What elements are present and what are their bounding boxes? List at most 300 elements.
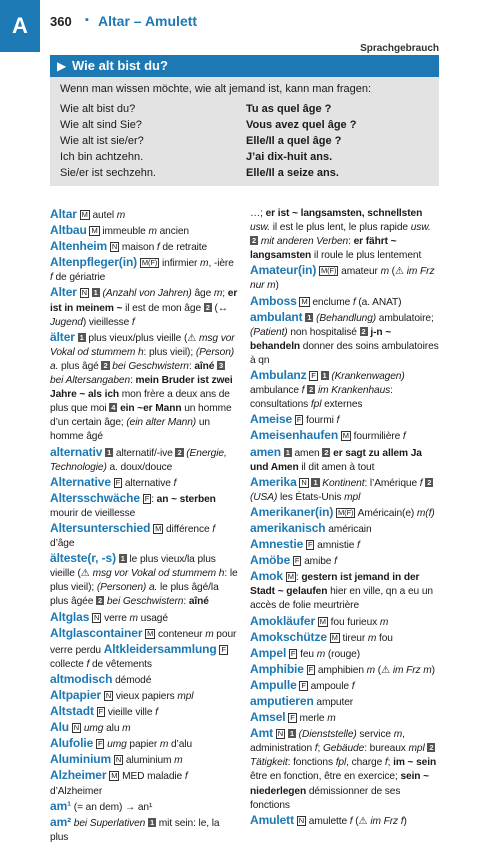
gender-marker: M(F) bbox=[141, 258, 158, 268]
running-head: Altar – Amulett bbox=[98, 13, 198, 29]
gender-marker: F bbox=[115, 477, 121, 487]
gender-marker: F bbox=[97, 739, 103, 749]
entry-text: collecte bbox=[50, 658, 87, 670]
gender-marker: M bbox=[342, 431, 349, 441]
entry-text: amibe bbox=[301, 556, 335, 568]
italic-note: f bbox=[402, 431, 406, 443]
sense-number: 1 bbox=[322, 371, 327, 381]
bold-example: er ist ~ langsamsten, schnellsten bbox=[265, 208, 423, 219]
entry-text: amulette bbox=[306, 815, 350, 827]
entry-text: pour verre perdu bbox=[50, 628, 237, 656]
italic-note: f bbox=[419, 477, 423, 489]
italic-note: mpl bbox=[408, 743, 425, 755]
italic-note: f bbox=[212, 523, 215, 535]
headword: Altstadt bbox=[50, 704, 94, 719]
gender-marker: N bbox=[111, 242, 118, 252]
headword: Amphibie bbox=[250, 661, 304, 676]
dictionary-entry bbox=[50, 330, 238, 445]
gender-marker: F bbox=[290, 713, 295, 723]
entry-text: ; bbox=[317, 743, 323, 755]
sense-number: 1 bbox=[285, 447, 290, 457]
section-label: Sprachgebrauch bbox=[360, 43, 439, 54]
dictionary-entry bbox=[50, 491, 238, 521]
gender-marker: M bbox=[111, 771, 118, 781]
italic-note: f bbox=[184, 771, 188, 783]
italic-note: f bbox=[156, 242, 160, 254]
entry-text: mourir de vieillesse bbox=[50, 507, 136, 519]
headword: Ampulle bbox=[250, 677, 297, 692]
phrase-fr: Elle/Il a quel âge ? bbox=[246, 135, 342, 147]
italic-note: f bbox=[357, 540, 360, 552]
gender-marker: M bbox=[81, 210, 88, 219]
italic-note: m bbox=[380, 266, 389, 278]
entry-text: d’âge bbox=[50, 538, 75, 550]
headword: Altkleidersammlung bbox=[103, 641, 217, 656]
gender-marker: N bbox=[73, 723, 80, 733]
entry-text: externes bbox=[321, 399, 363, 411]
dictionary-entry bbox=[250, 412, 440, 428]
italic-note: f bbox=[173, 477, 177, 489]
sense-number: 2 bbox=[205, 302, 210, 312]
entry-text: alu bbox=[103, 723, 123, 735]
entry-text: fou bbox=[376, 632, 393, 644]
dictionary-entry bbox=[50, 799, 238, 815]
entry-text: de retraite bbox=[159, 242, 208, 254]
phrase-row bbox=[60, 165, 439, 181]
entry-text: âge bbox=[191, 288, 214, 300]
gender-marker: F bbox=[308, 664, 314, 674]
gender-marker: F bbox=[296, 415, 302, 425]
italic-note: usw. bbox=[250, 222, 270, 234]
headword: amerikanisch bbox=[250, 520, 326, 535]
headword: Altglascontainer bbox=[50, 625, 143, 640]
dictionary-entry bbox=[50, 752, 238, 768]
headword: Alternative bbox=[50, 474, 111, 489]
headword: ambulant bbox=[250, 309, 303, 324]
entry-text: ampoule bbox=[307, 680, 352, 692]
dictionary-entry bbox=[50, 610, 238, 672]
gender-marker: F bbox=[294, 556, 300, 566]
entry-text: : bbox=[295, 572, 302, 584]
entry-text: le plus vieux/la plus vieille (⚠ bbox=[50, 554, 216, 580]
phrase-row bbox=[60, 133, 439, 149]
sense-number: 1 bbox=[79, 332, 84, 342]
entry-text: fourmi bbox=[303, 415, 337, 427]
entry-text: il est le plus lent, le plus rapide bbox=[269, 222, 411, 234]
italic-note: m bbox=[148, 226, 157, 238]
entry-text: ) bbox=[403, 815, 407, 827]
page-number: 360 bbox=[50, 14, 72, 29]
italic-note: mpl bbox=[177, 691, 194, 702]
entry-text: : bureaux bbox=[364, 743, 409, 755]
italic-note: m bbox=[116, 210, 126, 221]
entry-text: amphibien bbox=[315, 664, 367, 676]
dictionary-entry bbox=[50, 672, 238, 688]
italic-note: msg vor Vokal od stummem h bbox=[50, 332, 235, 358]
dictionary-entry bbox=[250, 614, 440, 646]
usage-box-body bbox=[50, 77, 439, 186]
italic-note: bei Geschwistern bbox=[106, 596, 184, 608]
phrase-fr: Vous avez quel âge ? bbox=[246, 119, 357, 131]
sense-number: 2 bbox=[427, 477, 432, 487]
entry-text: plus âgé bbox=[58, 360, 102, 372]
entry-text: verre bbox=[101, 612, 130, 624]
italic-note: f bbox=[50, 272, 53, 284]
phrase-fr: Elle/Il a seize ans. bbox=[246, 167, 339, 179]
headword: am² bbox=[50, 814, 72, 829]
italic-note: f bbox=[351, 680, 355, 692]
dictionary-entry bbox=[50, 239, 238, 285]
phrase-row bbox=[60, 117, 439, 133]
bold-example: gestern ist jemand in der Stadt ~ gelaufen bbox=[250, 572, 420, 598]
phrase-row bbox=[60, 149, 439, 165]
dictionary-entry bbox=[250, 368, 440, 412]
headword: Ambulanz bbox=[250, 368, 307, 383]
dictionary-entry bbox=[250, 310, 440, 368]
gender-marker: M bbox=[287, 572, 294, 582]
gender-marker: F bbox=[307, 540, 313, 550]
dictionary-entry bbox=[50, 720, 238, 736]
entry-text: papier bbox=[126, 739, 160, 751]
italic-note: m(f) bbox=[416, 507, 435, 519]
phrase-row bbox=[60, 101, 439, 117]
dictionary-entry bbox=[250, 521, 440, 537]
gender-marker: N bbox=[81, 288, 87, 298]
entry-text: d’Alzheimer bbox=[50, 785, 103, 797]
gender-marker: M bbox=[155, 523, 162, 533]
entry-text: ) vieillesse bbox=[82, 316, 132, 328]
headword: Amokläufer bbox=[250, 613, 316, 628]
italic-note: f bbox=[155, 707, 158, 719]
dictionary-entry bbox=[250, 569, 440, 613]
italic-note: m bbox=[316, 648, 326, 660]
italic-note: m bbox=[129, 612, 138, 624]
italic-note: f bbox=[131, 316, 135, 328]
dictionary-entry bbox=[250, 294, 440, 310]
entry-text: démissionner de ses fonctions bbox=[250, 785, 401, 811]
italic-note: m bbox=[367, 632, 377, 644]
headword: Amateur(in) bbox=[250, 263, 317, 278]
entry-text: amputer bbox=[313, 697, 354, 708]
bold-example: aîné bbox=[194, 360, 215, 372]
sense-number: 3 bbox=[219, 360, 224, 370]
gender-marker: M bbox=[331, 632, 338, 642]
gender-marker: F bbox=[144, 493, 150, 503]
italic-note: m bbox=[366, 664, 376, 676]
dictionary-entry bbox=[50, 223, 238, 239]
gender-marker: M(F) bbox=[338, 507, 354, 517]
headword: älter bbox=[50, 329, 75, 344]
dictionary-entry bbox=[250, 710, 440, 726]
entry-text: alternative bbox=[122, 477, 174, 489]
italic-note: (Anzahl von Jahren) bbox=[102, 288, 192, 300]
headword: Altpapier bbox=[50, 688, 102, 702]
italic-note: f bbox=[352, 296, 356, 308]
phrase-de: Sie/er ist sechzehn. bbox=[60, 167, 156, 179]
sense-number: 1 bbox=[149, 817, 155, 827]
dictionary-entry bbox=[250, 445, 440, 475]
left-column bbox=[50, 207, 238, 845]
entry-text: : bbox=[130, 375, 136, 387]
phrase-de: Ich bin achtzehn. bbox=[60, 151, 144, 163]
triangle-icon: ▶ bbox=[57, 59, 67, 73]
bold-example: mein Bruder ist zwei Jahre ~ als ich bbox=[50, 375, 233, 401]
entry-text: (↔ bbox=[211, 302, 228, 314]
gender-marker: F bbox=[221, 644, 226, 654]
entry-text: donner des soins ambulatoires à qn bbox=[250, 340, 439, 366]
entry-text: démodé bbox=[112, 674, 152, 686]
entry-text: tireur bbox=[339, 632, 368, 644]
headword: Amerika bbox=[250, 474, 297, 489]
dictionary-entry bbox=[50, 688, 238, 720]
headword: Amöbe bbox=[250, 553, 291, 568]
italic-note: fpl bbox=[335, 757, 347, 769]
italic-note: msg vor Vokal od stummem h bbox=[92, 568, 225, 580]
italic-note: (Dienststelle) bbox=[298, 729, 357, 741]
italic-note: f bbox=[336, 415, 340, 427]
italic-note: (ein alter Mann) bbox=[126, 417, 197, 429]
entry-text: un homme âgé bbox=[50, 417, 210, 443]
entry-text: fou furieux bbox=[327, 616, 380, 628]
gender-marker: F bbox=[98, 707, 104, 717]
sense-number: 2 bbox=[324, 447, 329, 457]
entry-text: conteneur bbox=[155, 628, 206, 640]
entry-text: amateur bbox=[338, 266, 381, 278]
sense-number: 1 bbox=[120, 554, 125, 564]
italic-note: (Person) a. bbox=[50, 346, 235, 372]
entry-text: ) bbox=[275, 280, 279, 292]
headword: Altbau bbox=[50, 223, 87, 238]
headword: Ameisenhaufen bbox=[250, 428, 339, 443]
entry-text: enclume bbox=[309, 296, 353, 308]
entry-text: : fonctions bbox=[287, 757, 336, 769]
entry-text: usagé bbox=[137, 612, 168, 624]
gender-marker: F bbox=[311, 371, 316, 381]
sense-number: 2 bbox=[177, 447, 182, 457]
italic-note: fpl bbox=[310, 399, 322, 411]
entry-text: alternatif/-ive bbox=[113, 447, 176, 459]
italic-note: m bbox=[200, 258, 209, 270]
entry-text: immeuble bbox=[99, 226, 149, 238]
italic-note: Gebäude bbox=[322, 743, 365, 755]
bold-example: er sagt zu allem Ja und Amen bbox=[250, 447, 422, 473]
entry-text: américain bbox=[325, 523, 372, 535]
entry-text: amnistie bbox=[314, 540, 358, 552]
entry-text: être en fonction, être en exercice; bbox=[250, 771, 401, 783]
italic-note: m bbox=[213, 288, 223, 300]
sense-number: 1 bbox=[313, 477, 318, 487]
sense-number: 2 bbox=[309, 385, 314, 395]
italic-note: m bbox=[327, 713, 336, 725]
italic-note: Tätigkeit bbox=[250, 757, 288, 769]
gender-marker: F bbox=[290, 648, 296, 658]
italic-note: m bbox=[122, 723, 131, 735]
dictionary-entry bbox=[250, 694, 440, 710]
italic-note: m bbox=[393, 729, 403, 741]
entry-text: : bbox=[151, 493, 157, 505]
italic-note: (Energie, Technologie) bbox=[50, 447, 227, 473]
dictionary-entry bbox=[50, 475, 238, 491]
dictionary-entry bbox=[250, 505, 440, 521]
bold-example: an ~ sterben bbox=[156, 493, 216, 505]
headword: Amerikaner(in) bbox=[250, 504, 334, 519]
entry-text: ambulance bbox=[250, 385, 302, 397]
entry-text: fourmilière bbox=[350, 431, 403, 443]
italic-note: (USA) bbox=[250, 491, 278, 503]
italic-note: (Patient) bbox=[250, 326, 288, 338]
entry-text: : bbox=[188, 360, 195, 372]
entry-text: non hospitalisé bbox=[287, 326, 360, 338]
entry-text: : consultations bbox=[250, 385, 393, 411]
dictionary-entry bbox=[50, 521, 238, 551]
entry-text: MED maladie bbox=[119, 771, 185, 783]
entry-text: : plus vieil); bbox=[143, 346, 196, 358]
bold-example: er ist in meinem ~ bbox=[50, 288, 238, 314]
bold-example: ein ~er Mann bbox=[120, 403, 182, 415]
right-column bbox=[250, 207, 440, 829]
italic-note: mit anderen Verben bbox=[260, 236, 349, 248]
italic-note: f bbox=[334, 556, 337, 568]
entry-text: le plus âgé/la plus âgée bbox=[50, 582, 219, 608]
gender-marker: N bbox=[115, 755, 122, 765]
entry-text: (⚠ bbox=[388, 266, 407, 278]
dictionary-entry bbox=[50, 551, 238, 609]
dictionary-entry bbox=[250, 553, 440, 569]
entry-text: (⚠ bbox=[375, 664, 393, 676]
dictionary-entry bbox=[250, 428, 440, 444]
italic-note: im Frz nur m bbox=[250, 266, 435, 292]
italic-note: usw. bbox=[410, 222, 431, 234]
entry-text: merle bbox=[296, 713, 328, 725]
bold-example: aîné bbox=[188, 596, 209, 608]
headword: Aluminium bbox=[50, 752, 112, 767]
italic-note: umg bbox=[107, 739, 127, 751]
headword: Ameise bbox=[250, 412, 293, 427]
bold-example: er fährt ~ langsamsten bbox=[250, 236, 397, 262]
entry-text: les États-Unis bbox=[277, 491, 345, 503]
entry-text: mit sein: le, la plus bbox=[50, 817, 220, 843]
entry-text: (= an dem) → an¹ bbox=[71, 801, 153, 813]
headword: Altenheim bbox=[50, 239, 108, 254]
entry-text: infirmier bbox=[159, 258, 201, 270]
bold-example: sein ~ niederlegen bbox=[250, 771, 430, 797]
headword: amputieren bbox=[250, 694, 314, 708]
italic-note: f bbox=[314, 743, 318, 755]
entry-text: : bbox=[183, 596, 189, 608]
entry-text: : l’Amérique bbox=[364, 477, 420, 489]
italic-note: bei Geschwistern bbox=[112, 360, 189, 372]
dictionary-entry bbox=[50, 207, 238, 223]
phrase-de: Wie alt bist du? bbox=[60, 103, 136, 115]
entry-text: amen bbox=[291, 447, 323, 459]
headword: Altersschwäche bbox=[50, 490, 140, 505]
dictionary-entry bbox=[250, 646, 440, 662]
entry-text: ; bbox=[387, 757, 394, 769]
sense-number: 4 bbox=[111, 403, 116, 413]
entry-text: aluminium bbox=[123, 755, 175, 767]
headword: Alufolie bbox=[50, 736, 94, 751]
headword: Amulett bbox=[250, 812, 294, 827]
headword: Alzheimer bbox=[50, 768, 107, 783]
entry-text: plus vieux/plus vieille (⚠ bbox=[85, 332, 200, 344]
sense-number: 2 bbox=[103, 360, 108, 370]
entry-text: (a. ANAT) bbox=[355, 296, 402, 308]
gender-marker: M bbox=[301, 296, 308, 306]
entry-text: : bbox=[348, 236, 354, 248]
italic-note: im Krankenhaus bbox=[317, 385, 391, 397]
sense-number: 1 bbox=[307, 312, 312, 322]
dictionary-entry bbox=[50, 285, 238, 329]
entry-text: vieux papiers bbox=[113, 691, 178, 702]
dictionary-entry bbox=[250, 813, 440, 829]
usage-box-intro: Wenn man wissen möchte, wie alt jemand ist, kann man fragen: bbox=[60, 83, 372, 95]
headword: alternativ bbox=[50, 444, 103, 459]
entry-text: maison bbox=[119, 242, 157, 254]
gender-marker: M bbox=[319, 616, 326, 626]
sense-number: 1 bbox=[289, 729, 294, 739]
letter-tab: A bbox=[0, 0, 40, 52]
phrase-de: Wie alt sind Sie? bbox=[60, 119, 142, 131]
entry-text: il est de mon âge bbox=[122, 302, 204, 314]
entry-text: feu bbox=[297, 648, 317, 660]
dictionary-entry bbox=[250, 662, 440, 678]
gender-marker: M bbox=[147, 628, 154, 638]
entry-text: (rouge) bbox=[325, 648, 360, 660]
italic-note: m bbox=[174, 755, 183, 767]
italic-note: bei Altersangaben bbox=[50, 375, 131, 387]
sense-number: 2 bbox=[429, 743, 434, 753]
headword: Ampel bbox=[250, 645, 287, 660]
headword: am¹ bbox=[50, 798, 72, 813]
sense-number: 2 bbox=[361, 326, 366, 336]
dictionary-entry bbox=[250, 263, 440, 293]
dictionary-entry bbox=[50, 815, 238, 845]
headword: Alter bbox=[50, 285, 77, 300]
gender-marker: N bbox=[105, 691, 112, 700]
entry-text: ambulatoire; bbox=[376, 312, 434, 324]
entry-text: (⚠ bbox=[352, 815, 371, 827]
entry-text: a. doux/douce bbox=[106, 461, 173, 473]
phrase-fr: Tu as quel âge ? bbox=[246, 103, 332, 115]
headword: Amokschütze bbox=[250, 629, 327, 644]
entry-text: ancien bbox=[156, 226, 189, 238]
dictionary-entry bbox=[250, 726, 440, 813]
entry-text: …; bbox=[250, 208, 266, 219]
entry-text: ) bbox=[431, 664, 435, 676]
usage-box-titlebar bbox=[50, 55, 439, 77]
dictionary-entry bbox=[250, 537, 440, 553]
sense-number: 2 bbox=[98, 596, 103, 606]
entry-text: Américain(e) bbox=[355, 507, 417, 519]
gender-marker: N bbox=[301, 477, 307, 487]
italic-note: f bbox=[349, 815, 353, 827]
headword: Amok bbox=[250, 569, 283, 584]
entry-text: hier en ville, qn a eu un accès de folie meurtrière bbox=[250, 586, 433, 612]
entry-text: , charge bbox=[346, 757, 385, 769]
sense-number: 1 bbox=[107, 447, 112, 457]
italic-note: im Frz m bbox=[392, 664, 432, 676]
italic-note: m bbox=[379, 616, 389, 628]
headword: Amboss bbox=[250, 293, 297, 308]
entry-text: mon frère a deux ans de plus que moi bbox=[50, 389, 230, 415]
gender-marker: M bbox=[91, 226, 98, 236]
usage-box-title: Wie alt bist du? bbox=[72, 58, 168, 73]
phrase-de: Wie alt ist sie/er? bbox=[60, 135, 144, 147]
headword: Altglas bbox=[50, 609, 90, 624]
dictionary-entry bbox=[50, 736, 238, 752]
gender-marker: N bbox=[298, 815, 305, 825]
entry-text: , administration bbox=[250, 729, 405, 755]
